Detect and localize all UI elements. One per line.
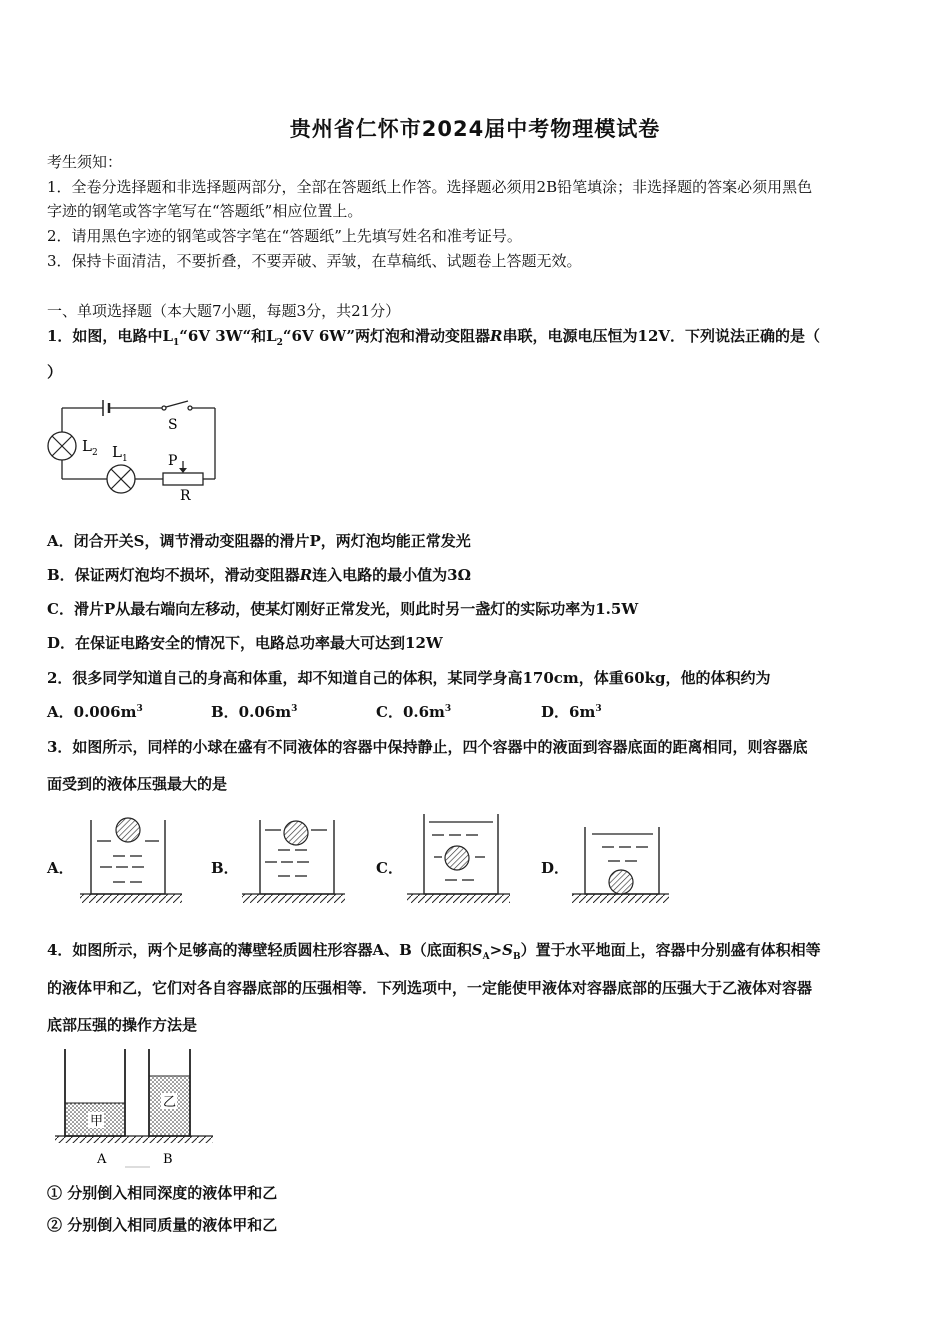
q2-option-exp: 3	[136, 704, 143, 714]
q4-sa: S	[471, 941, 483, 959]
liquid-jia-label: 甲	[90, 1114, 104, 1129]
q1-option-b-r: R	[299, 566, 313, 584]
liquid-yi-label: 乙	[163, 1095, 177, 1110]
lamp1-label: L	[112, 443, 122, 461]
q1-stem-close: ）	[47, 363, 63, 381]
lamp-l1	[107, 465, 135, 493]
switch-label: S	[168, 417, 178, 433]
page-title: 贵州省仁怀市2024届中考物理模试卷	[289, 117, 661, 141]
q1-stem-r: R	[490, 327, 503, 345]
lamp-l2	[48, 432, 76, 460]
q4-sa-sub: A	[482, 952, 490, 962]
q1-option-b	[47, 565, 471, 585]
ground-hatch	[55, 1136, 213, 1143]
ball-shading	[445, 846, 469, 870]
ball-shading	[284, 821, 308, 845]
q4-containers-figure	[50, 1047, 215, 1169]
resistor-label: R	[180, 488, 191, 504]
ground-hatch	[80, 894, 182, 903]
q1-option-b-text: 连入电路的最小值为3Ω	[312, 566, 471, 584]
ball-shading	[609, 870, 633, 894]
ground-hatch	[242, 894, 345, 903]
q1-stem-part: “6V 6W”两灯泡和滑动变阻器	[282, 327, 491, 345]
q1-circuit-figure	[40, 393, 240, 508]
section-heading: 一、单项选择题（本大题7小题，每题3分，共21分）	[47, 302, 401, 320]
q1-option-c: C．滑片P从最右端向左移动，使某灯刚好正常发光，则此时另一盏灯的实际功率为1.5W	[47, 600, 639, 618]
slider-arrowhead	[179, 468, 187, 473]
q1-option-b-text: B．保证两灯泡均不损坏，滑动变阻器	[47, 566, 300, 584]
q4-stem-text: ）置于水平地面上，容器中分别盛有体积相等	[520, 941, 821, 959]
notice-item-2: 2．请用黑色字迹的钢笔或答字笔在“答题纸”上先填写姓名和准考证号。	[47, 227, 522, 245]
q2-option-d	[541, 702, 602, 722]
notice-item-3: 3．保持卡面清洁，不要折叠，不要弄破、弄皱，在草稿纸、试题卷上答题无效。	[47, 252, 582, 270]
q3-container-b	[242, 820, 345, 903]
q2-option-exp: 3	[595, 704, 602, 714]
liquid-lines	[592, 834, 653, 861]
container-a-label: A	[97, 1152, 107, 1167]
q4-stem-line1	[47, 940, 821, 960]
notice-heading: 考生须知：	[47, 153, 123, 171]
ground-hatch	[572, 894, 669, 903]
liquid-lines	[97, 841, 159, 882]
lamp2-label: L	[82, 437, 92, 455]
resistor-body	[163, 473, 203, 485]
q1-stem	[47, 326, 820, 346]
q2-option-c	[376, 702, 451, 722]
q1-sub: 1	[173, 338, 180, 348]
q3-stem-line1: 3．如图所示，同样的小球在盛有不同液体的容器中保持静止，四个容器中的液面到容器底面的距离相同，则容器底	[47, 738, 808, 756]
q1-sub: 2	[276, 338, 283, 348]
notice-item-1-cont: 字迹的钢笔或答字笔写在“答题纸”相应位置上。	[47, 202, 363, 220]
slider-label: P	[168, 453, 178, 469]
q2-option-text: A．0.006m	[47, 703, 137, 721]
q1-option-a: A．闭合开关S，调节滑动变阻器的滑片P，两灯泡均能正常发光	[47, 532, 471, 550]
q4-stem-text: 4．如图所示，两个足够高的薄壁轻质圆柱形容器A、B（底面积	[47, 941, 472, 959]
q4-stem-line2: 的液体甲和乙，它们对各自容器底部的压强相等．下列选项中，一定能使甲液体对容器底部的压强大于乙液体对容器	[47, 979, 813, 997]
q3-stem-line2: 面受到的液体压强最大的是	[47, 775, 228, 793]
q3-option-d-label: D．	[541, 859, 570, 877]
q3-container-a	[80, 818, 182, 903]
q4-item-1: ① 分别倒入相同深度的液体甲和乙	[47, 1184, 278, 1202]
q4-gt: >	[489, 941, 503, 959]
q2-option-exp: 3	[444, 704, 452, 714]
q2-option-b	[211, 702, 297, 722]
q2-option-text: D．6m	[541, 703, 596, 721]
switch-contact	[162, 406, 166, 410]
q4-item-2: ② 分别倒入相同质量的液体甲和乙	[47, 1216, 278, 1234]
q2-option-text: B．0.06m	[211, 703, 292, 721]
lamp2-label-sub: 2	[92, 448, 98, 458]
q4-stem-line3: 底部压强的操作方法是	[47, 1016, 198, 1034]
q1-option-d: D．在保证电路安全的情况下，电路总功率最大可达到12W	[47, 634, 443, 652]
q3-option-b-label: B．	[211, 859, 239, 877]
q1-stem-part: 串联，电源电压恒为12V．下列说法正确的是（	[502, 327, 821, 345]
q4-sb: S	[502, 941, 514, 959]
q3-container-c	[407, 814, 510, 903]
container-b-label: B	[163, 1152, 173, 1167]
q1-stem-part: 1．如图，电路中L	[47, 327, 173, 345]
q3-containers-figure	[75, 812, 670, 910]
q2-option-a	[47, 702, 143, 722]
q3-option-c-label: C．	[376, 859, 403, 877]
switch-lever	[166, 401, 188, 407]
q1-stem-part: “6V 3W“和L	[179, 327, 277, 345]
ground-hatch	[407, 894, 510, 903]
q2-stem: 2．很多同学知道自己的身高和体重，却不知道自己的体积，某同学身高170cm，体重60kg，他的体积约为	[47, 669, 771, 687]
switch-contact	[188, 406, 192, 410]
q4-sb-sub: B	[513, 952, 521, 962]
ball-shading	[116, 818, 140, 842]
q3-option-a-label: A．	[47, 859, 74, 877]
q2-option-exp: 3	[291, 704, 298, 714]
notice-item-1: 1．全卷分选择题和非选择题两部分，全部在答题纸上作答。选择题必须用2B铅笔填涂；非选择题的答案必须用黑色	[47, 178, 813, 196]
q2-option-text: C．0.6m	[376, 703, 445, 721]
lamp1-label-sub: 1	[122, 454, 128, 464]
q3-container-d	[572, 827, 669, 903]
